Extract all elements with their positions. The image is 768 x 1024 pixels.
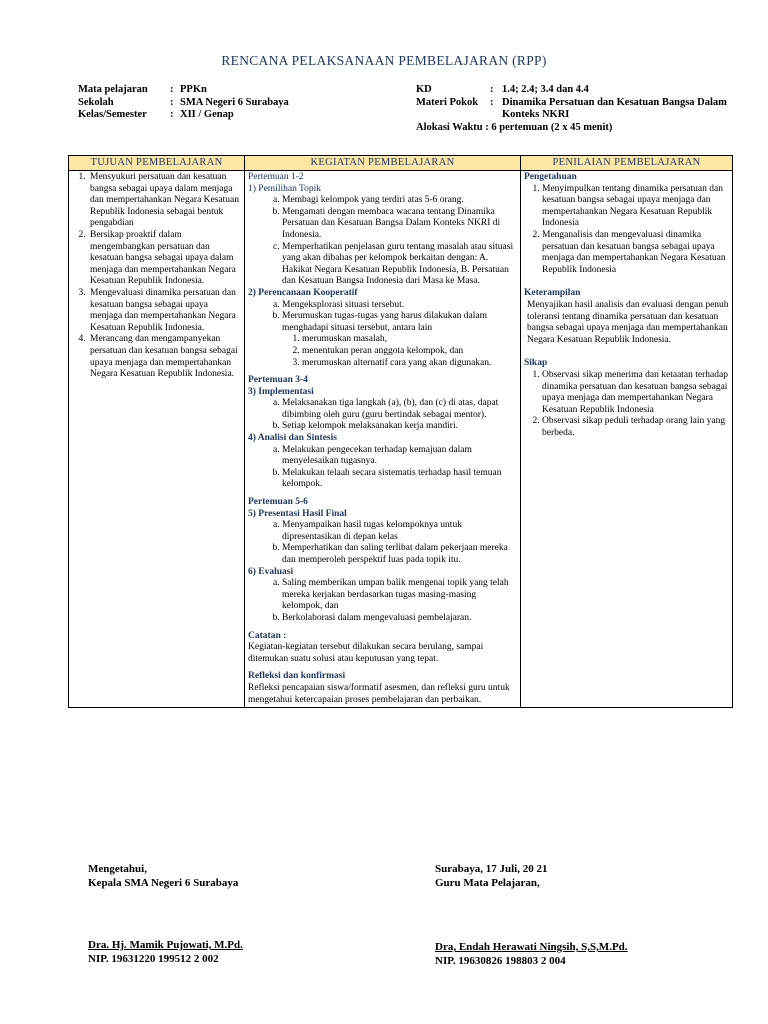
section-heading: 6) Evaluasi (248, 566, 294, 577)
pengetahuan-heading: Pengetahuan (524, 172, 577, 182)
signature-left (88, 862, 388, 966)
section-heading: 3) Implementasi (248, 386, 314, 397)
table-body-row (69, 171, 733, 708)
list-item: a. Membagi kelompok yang terdiri atas 5-6 orang. (282, 195, 517, 207)
meta-value: 1.4; 2.4; 3.4 dan 4.4 (502, 84, 589, 95)
kegiatan-cell (245, 171, 521, 708)
list-item: b. Memperhatikan dan saling terlibat dalam pekerjaan mereka dan memperoleh perspektif luas pada topik itu. (282, 543, 517, 566)
tujuan-list (72, 172, 241, 381)
list-item: a. Mengeksplorasi situasi tersebut. (282, 300, 517, 312)
refleksi-text: Refleksi pencapaian siswa/formatif asesmen, dan refleksi guru untuk mengetahui ketercapaian proses pembelajaran dan perbaikan. (248, 682, 510, 705)
list-item (282, 311, 517, 369)
activity-list (248, 578, 517, 624)
tujuan-cell (69, 171, 245, 708)
list-item: 1. merumuskan masalah, (302, 334, 517, 346)
signature-left-nip: NIP. 19631220 199512 2 002 (88, 953, 219, 965)
section-heading: 1) Pemilihan Topik (248, 183, 322, 194)
signature-left-line2: Kepala SMA Negeri 6 Surabaya (88, 877, 239, 889)
list-item: 1. Mensyukuri persatuan dan kesatuan bangsa sebagai upaya dalam menjaga dan mempertahankan Negara Kesatuan Republik Indonesia sebagai bentuk pengabdian (88, 172, 241, 230)
table-header-row (69, 156, 733, 171)
signature-left-line1: Mengetahui, (88, 863, 147, 875)
penilaian-cell (521, 171, 733, 708)
list-item: 2. Menganalisis dan mengevaluasi dinamika persatuan dan kesatuan bangsa sebagai upaya menjaga dan mempertahankan Negara Kesatuan Republik Indonesia (542, 230, 729, 276)
list-item: 3. merumuskan alternatif cara yang akan digunakan. (302, 358, 517, 370)
meta-row-sekolah (78, 97, 378, 110)
signature-right (435, 862, 735, 968)
header-penilaian: PENILAIAN PEMBELAJARAN (521, 156, 733, 171)
activity-list (248, 520, 517, 566)
meta-key: Mata pelajaran (78, 84, 148, 95)
rpp-table (68, 155, 733, 708)
list-item: 4. Merancang dan mengampanyekan persatuan dan kesatuan bangsa sebagai upaya menjaga dan mempertahankan Negara Kesatuan Republik Indonesia. (88, 334, 241, 380)
alokasi-waktu: Alokasi Waktu : 6 pertemuan (2 x 45 menit) (416, 121, 613, 133)
header-tujuan: TUJUAN PEMBELAJARAN (69, 156, 245, 171)
meta-key: Sekolah (78, 96, 114, 108)
list-item: a. Melaksanakan tiga langkah (a), (b), dan (c) di atas, dapat dibimbing oleh guru (guru bertindak sebagai mentor). (282, 398, 517, 421)
signature-right-name: Dra, Endah Herawati Ningsih, S,S,M.Pd. (435, 941, 628, 953)
meta-sep: : (170, 109, 174, 120)
list-item: 1. Observasi sikap menerima dan ketaatan terhadap dinamika persatuan dan kesatuan bangsa sebagai upaya menjaga dan mempertahankan Negara Kesatuan Republik Indonesia (542, 370, 729, 416)
keterampilan-heading: Keterampilan (524, 288, 581, 299)
signature-right-nip: NIP. 19630826 198803 2 004 (435, 955, 566, 967)
meta-sep: : (170, 96, 174, 108)
list-item: 2. menentukan peran anggota kelompok, dan (302, 346, 517, 358)
list-item: 1. Menyimpulkan tentang dinamika persatuan dan kesatuan bangsa sebagai upaya menjaga dan mempertahankan Negara Kesatuan Republik Indonesia (542, 184, 729, 230)
pengetahuan-list (524, 184, 729, 277)
meta-sep: : (490, 84, 494, 95)
sikap-list (524, 370, 729, 440)
meta-value: PPKn (180, 84, 207, 95)
pertemuan-heading: Pertemuan 5-6 (248, 497, 308, 508)
document-title: RENCANA PELAKSANAAN PEMBELAJARAN (RPP) (221, 53, 547, 68)
signature-left-name: Dra. Hj. Mamik Pujowati, M.Pd. (88, 939, 243, 951)
catatan-heading: Catatan : (248, 630, 287, 641)
sikap-heading: Sikap (524, 358, 548, 369)
list-item: b. Setiap kelompok melaksanakan kerja mandiri. (282, 421, 517, 433)
activity-list (248, 195, 517, 288)
meta-value: SMA Negeri 6 Surabaya (180, 96, 289, 108)
pertemuan-heading: Pertemuan 3-4 (248, 375, 308, 386)
meta-row-mapel (78, 84, 378, 97)
meta-key: Materi Pokok (416, 96, 479, 108)
section-heading: 5) Presentasi Hasil Final (248, 508, 347, 519)
activity-list (248, 398, 517, 433)
sub-list (282, 334, 517, 369)
signature-right-line2: Guru Mata Pelajaran, (435, 877, 540, 889)
meta-left-block (78, 84, 378, 122)
pertemuan-heading: Pertemuan 1-2 (248, 172, 304, 182)
meta-key: Kelas/Semester (78, 109, 147, 120)
list-item: 2. Bersikap proaktif dalam mengembangkan persatuan dan kesatuan bangsa sebagai upaya dalam menjaga dan mempertahankan Negara Kesatuan Republik Indonesia. (88, 230, 241, 288)
meta-row-kelas (78, 109, 378, 122)
section-heading: 4) Analisi dan Sintesis (248, 433, 337, 444)
list-item: a. Melakukan pengecekan terhadap kemajuan dalam menyelesaikan tugasnya. (282, 445, 517, 468)
keterampilan-text: Menyajikan hasil analisis dan evaluasi dengan penuh toleransi tentang dinamika persatuan dan kesatuan bangsa sebagai upaya menjaga dan mempertahankan Negara Kesatuan Republik Indonesia. (527, 299, 729, 345)
list-item: b. Melakukan telaah secara sistematis terhadap hasil temuan kelompok. (282, 468, 517, 491)
meta-row-kd (416, 84, 746, 97)
meta-sep: : (490, 96, 494, 108)
meta-row-materi (416, 97, 746, 122)
signature-right-line1: Surabaya, 17 Juli, 20 21 (435, 863, 548, 875)
meta-sep: : (170, 84, 174, 95)
section-heading: 2) Perencanaan Kooperatif (248, 287, 358, 298)
list-item: 2. Observasi sikap peduli terhadap orang lain yang berbeda. (542, 416, 729, 439)
catatan-text: Kegiatan-kegiatan tersebut dilakukan secara berulang, sampai ditemukan suatu solusi atau keputusan yang tepat. (248, 642, 484, 664)
list-item: a. Saling memberikan umpan balik mengenai topik yang telah mereka kerjakan berdasarkan tugas masing-masing kelompok, dan (282, 578, 517, 613)
list-item-text: Merumuskan tugas-tugas yang harus dilakukan dalam menghadapi situasi tersebut, antara lain (282, 311, 487, 333)
list-item: a. Menyampaikan hasil tugas kelompoknya untuk dipresentasikan di depan kelas (282, 520, 517, 543)
list-item: b. Mengamati dengan membaca wacana tentang Dinamika Persatuan dan Kesatuan Bangsa Dalam Konteks NKRI di Indonesia. (282, 207, 517, 242)
activity-list (248, 300, 517, 370)
list-item: c. Memperhatikan penjelasan guru tentang masalah atau situasi yang akan dibahas per kelompok berkaitan dengan: A. Hakikat Negara Kesatuan Republik Indonesia, B. Persatuan dan Kesatuan Bangsa Indonesia dari Masa ke Masa. (282, 242, 517, 288)
meta-right-block (416, 84, 746, 134)
meta-value: XII / Genap (180, 109, 234, 120)
list-item: b. Berkolaborasi dalam mengevaluasi pembelajaran. (282, 613, 517, 625)
header-kegiatan: KEGIATAN PEMBELAJARAN (245, 156, 521, 171)
activity-list (248, 445, 517, 491)
list-item: 3. Mengevaluasi dinamika persatuan dan kesatuan bangsa sebagai upaya menjaga dan mempertahankan Negara Kesatuan Republik Indonesia. (88, 288, 241, 334)
meta-key: KD (416, 84, 432, 95)
meta-value: Dinamika Persatuan dan Kesatuan Bangsa Dalam Konteks NKRI (502, 96, 727, 120)
refleksi-heading: Refleksi dan konfirmasi (248, 671, 346, 682)
